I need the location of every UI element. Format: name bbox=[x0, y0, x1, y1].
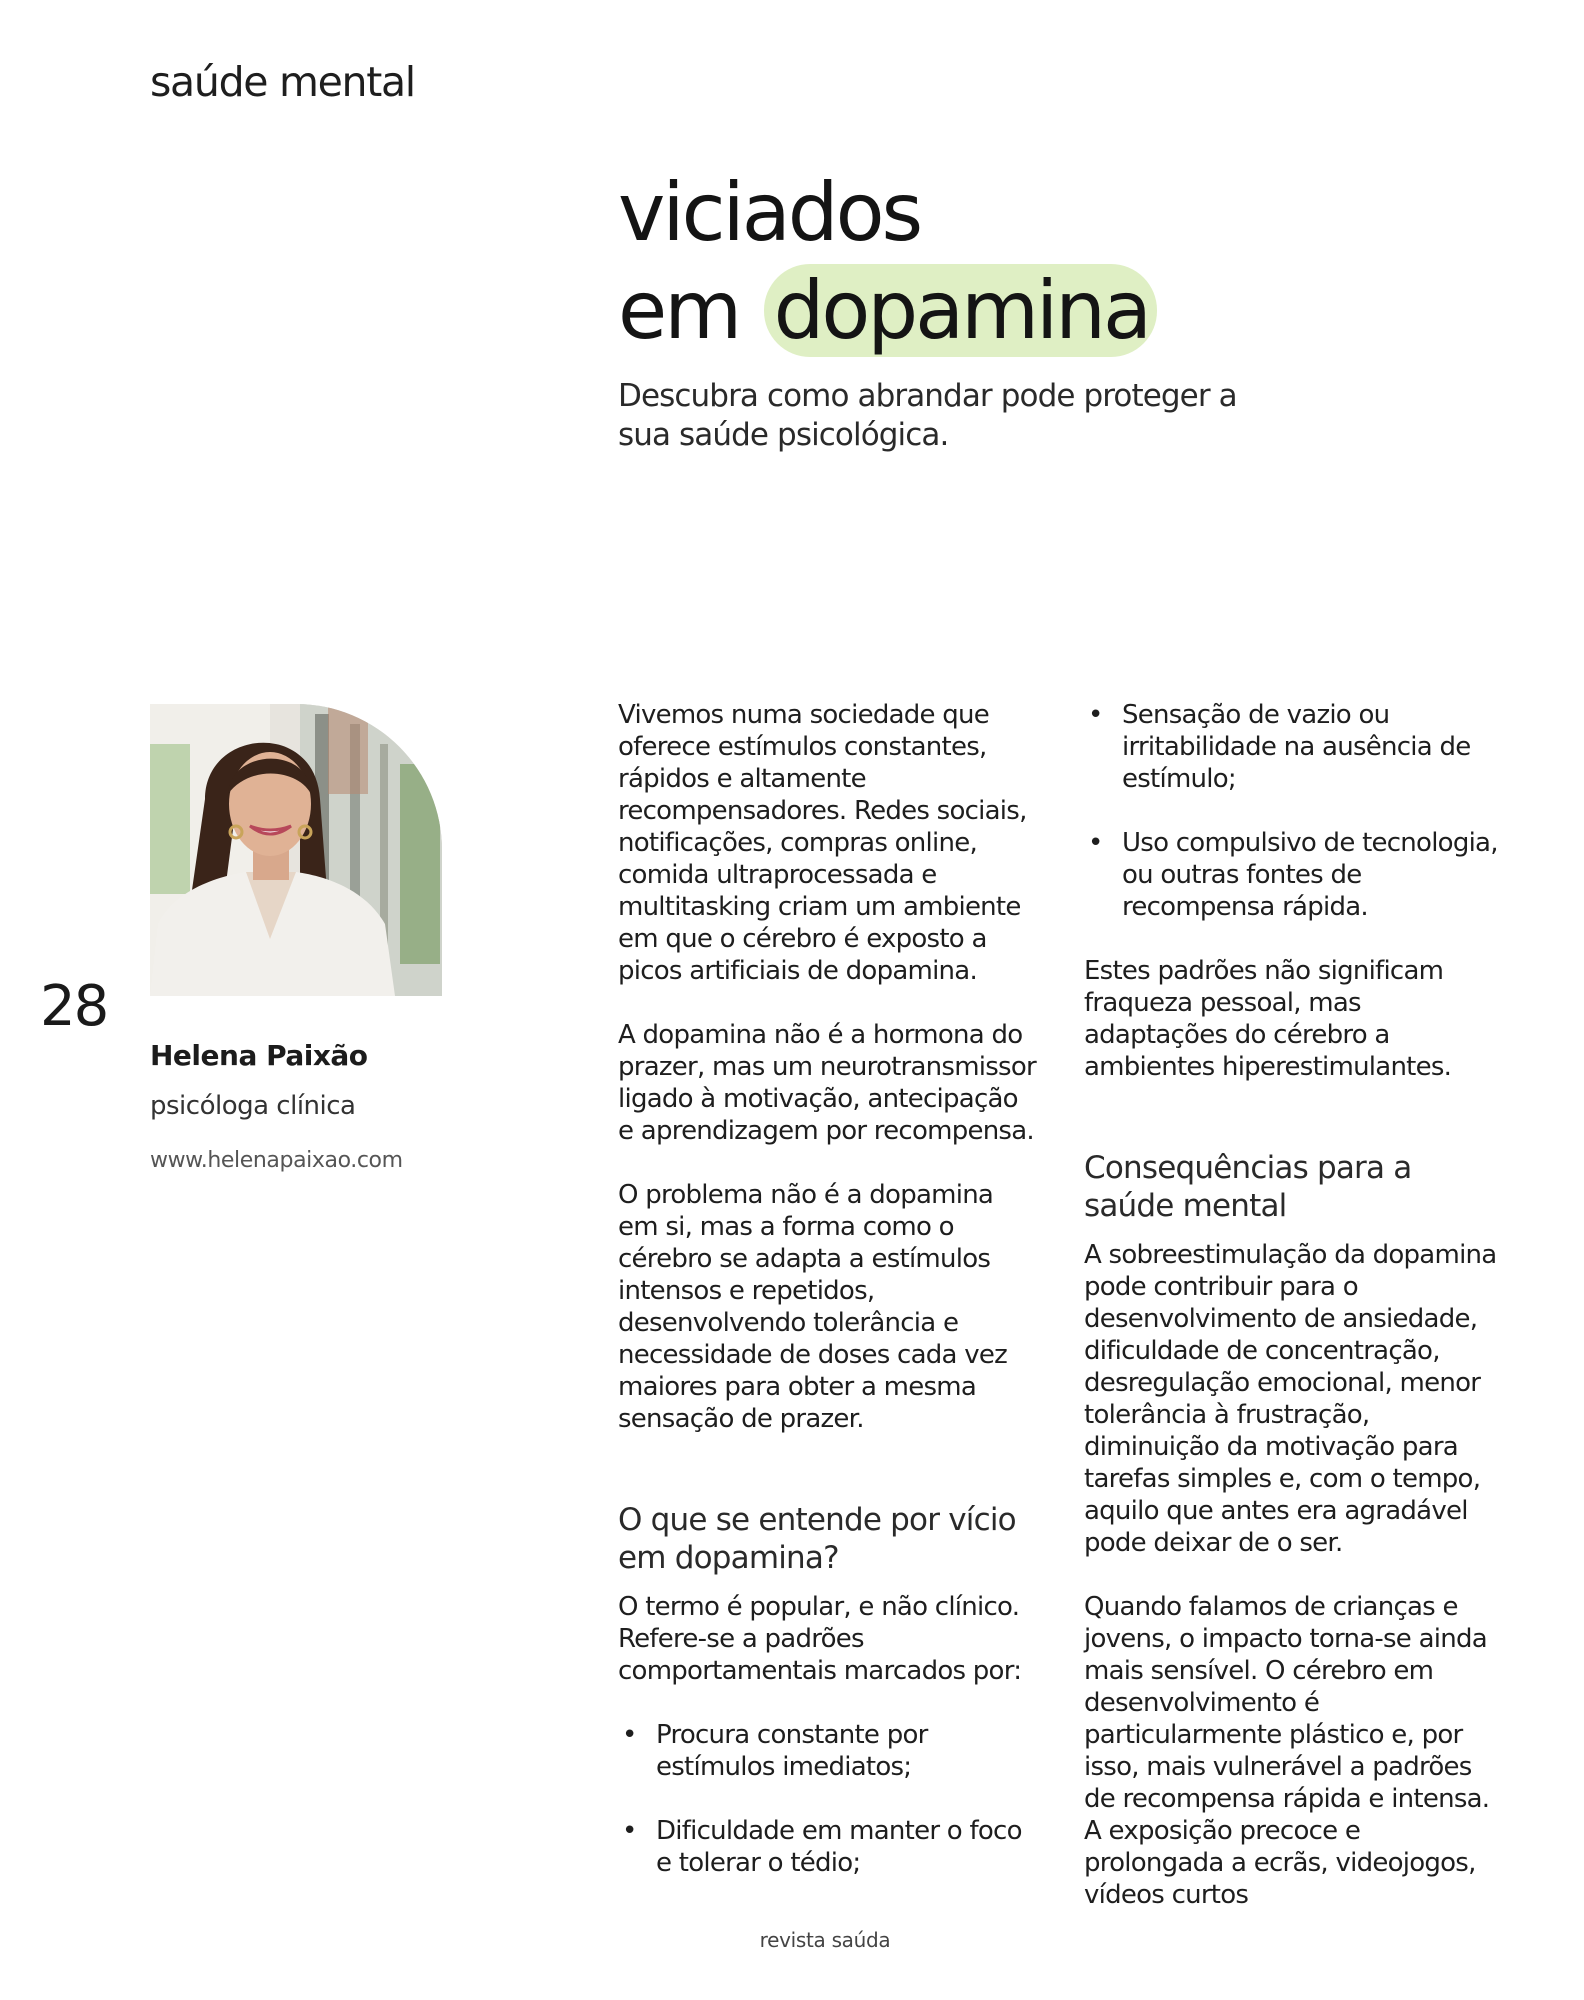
list-item bbox=[1084, 699, 1504, 795]
author-role: psicóloga clínica bbox=[150, 1091, 356, 1121]
author-website-link[interactable]: www.helenapaixao.com bbox=[150, 1148, 403, 1173]
behaviour-list bbox=[618, 1719, 1036, 1879]
bullet-icon: • bbox=[1088, 828, 1103, 858]
bullet-icon: • bbox=[1088, 700, 1103, 730]
bullet-icon: • bbox=[622, 1720, 637, 1750]
list-item-text: Procura constante por estímulos imediatos; bbox=[656, 1720, 928, 1782]
subheading-what-is-addiction: O que se entende por vício em dopamina? bbox=[618, 1502, 1016, 1576]
title-line-1: viciados bbox=[618, 166, 921, 259]
author-portrait-image bbox=[150, 704, 442, 996]
author-name: Helena Paixão bbox=[150, 1039, 368, 1072]
paragraph-patterns: Estes padrões não significam fraqueza pessoal, mas adaptações do cérebro a ambientes hiperestimulantes. bbox=[1084, 956, 1452, 1082]
paragraph-overstimulation: A sobreestimulação da dopamina pode contribuir para o desenvolvimento de ansiedade, dificuldade de concentração, desregulação emocional, menor tolerância à frustração, diminuição da motivação para tarefas simples e, com o tempo, aquilo que antes era agradável pode deixar de o ser. bbox=[1084, 1240, 1497, 1558]
paragraph-intro: Vivemos numa sociedade que oferece estímulos constantes, rápidos e altamente recompensadores. Redes sociais, notificações, compras online, comida ultraprocessada e multitasking criam um ambiente em que o cérebro é exposto a picos artificiais de dopamina. bbox=[618, 700, 1027, 986]
article-title bbox=[618, 164, 1157, 360]
magazine-footer: revista saúda bbox=[759, 1928, 891, 1952]
article-column-1 bbox=[618, 699, 1036, 1911]
paragraph-children: Quando falamos de crianças e jovens, o impacto torna-se ainda mais sensível. O cérebro em desenvolvimento é particularmente plástico e, por isso, mais vulnerável a padrões de recompensa rápida e intensa. A exposição precoce e prolongada a ecrãs, videojogos, vídeos curtos bbox=[1084, 1592, 1490, 1910]
paragraph-problem: O problema não é a dopamina em si, mas a forma como o cérebro se adapta a estímulos intensos e repetidos, desenvolvendo tolerância e necessidade de doses cada vez maiores para obter a mesma sensação de prazer. bbox=[618, 1180, 1008, 1434]
list-item bbox=[1084, 827, 1504, 923]
list-item bbox=[618, 1815, 1036, 1879]
article-column-2 bbox=[1084, 699, 1504, 1943]
page-number: 28 bbox=[40, 974, 108, 1039]
list-item-text: Sensação de vazio ou irritabilidade na ausência de estímulo; bbox=[1122, 700, 1471, 794]
title-line-2-prefix: em bbox=[618, 264, 740, 357]
author-photo bbox=[150, 704, 442, 996]
behaviour-list-continued bbox=[1084, 699, 1504, 923]
paragraph-term: O termo é popular, e não clínico. Refere-se a padrões comportamentais marcados por: bbox=[618, 1592, 1022, 1686]
list-item bbox=[618, 1719, 1036, 1783]
paragraph-dopamine-definition: A dopamina não é a hormona do prazer, mas um neurotransmissor ligado à motivação, antecipação e aprendizagem por recompensa. bbox=[618, 1020, 1036, 1146]
article-subtitle: Descubra como abrandar pode proteger a sua saúde psicológica. bbox=[618, 378, 1237, 453]
title-highlight: dopamina bbox=[764, 264, 1157, 357]
bullet-icon: • bbox=[622, 1816, 637, 1846]
list-item-text: Dificuldade em manter o foco e tolerar o tédio; bbox=[656, 1816, 1022, 1878]
list-item-text: Uso compulsivo de tecnologia, ou outras fontes de recompensa rápida. bbox=[1122, 828, 1498, 922]
section-label: saúde mental bbox=[150, 58, 415, 106]
subheading-consequences: Consequências para a saúde mental bbox=[1084, 1150, 1412, 1224]
